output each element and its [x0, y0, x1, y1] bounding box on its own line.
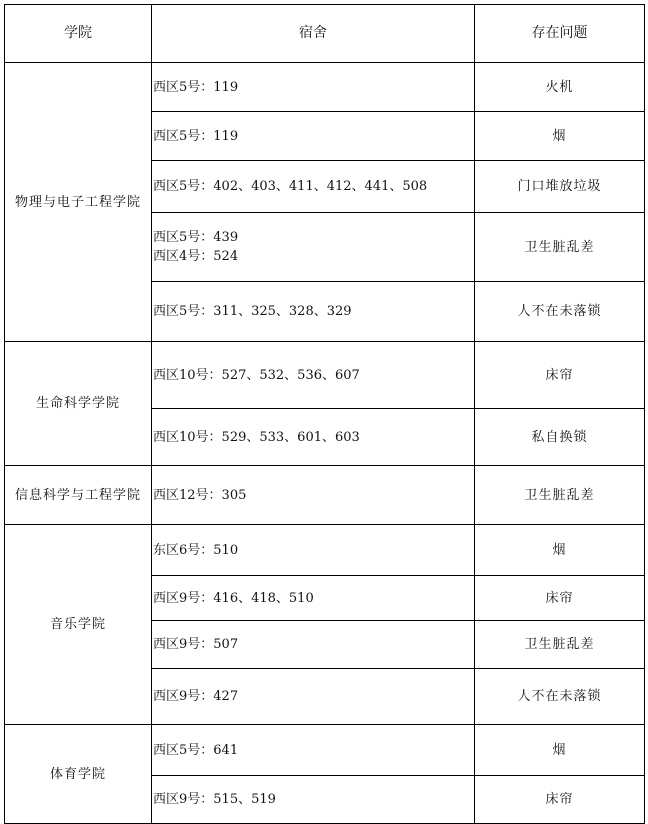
issue-cell: 门口堆放垃圾 — [475, 161, 645, 213]
dorm-cell — [152, 213, 475, 282]
dorm-line: 西区5号：311、325、328、329 — [153, 304, 352, 319]
issue-cell: 卫生脏乱差 — [475, 621, 645, 669]
dorm-line: 西区5号：119 — [153, 79, 239, 95]
header-issue: 存在问题 — [475, 5, 645, 63]
issue-cell: 人不在未落锁 — [475, 282, 645, 342]
college-cell: 物理与电子工程学院 — [5, 63, 152, 342]
dorm-cell — [152, 576, 475, 621]
issue-cell: 床帘 — [475, 776, 645, 824]
header-row — [5, 5, 645, 63]
dorm-line: 西区9号：515、519 — [153, 792, 276, 807]
dorm-line: 西区9号：507 — [153, 637, 239, 652]
issue-cell: 卫生脏乱差 — [475, 466, 645, 525]
issue-cell: 烟 — [475, 725, 645, 776]
dorm-line: 东区6号：510 — [153, 542, 239, 558]
college-cell: 生命科学学院 — [5, 342, 152, 466]
dorm-cell — [152, 112, 475, 161]
dorm-line: 西区5号：119 — [153, 128, 239, 144]
dorm-cell — [152, 282, 475, 342]
dorm-line: 西区10号：527、532、536、607 — [153, 367, 360, 383]
dorm-cell — [152, 409, 475, 466]
issue-cell: 私自换锁 — [475, 409, 645, 466]
table-body — [5, 63, 645, 824]
inspection-table — [4, 4, 645, 824]
dorm-line: 西区4号：524 — [153, 249, 239, 264]
issue-cell: 床帘 — [475, 576, 645, 621]
dorm-cell — [152, 669, 475, 725]
issue-cell: 床帘 — [475, 342, 645, 409]
dorm-cell — [152, 466, 475, 525]
dorm-line: 西区5号：402、403、411、412、441、508 — [153, 179, 428, 194]
table-row — [5, 725, 645, 776]
issue-cell: 烟 — [475, 112, 645, 161]
dorm-cell — [152, 342, 475, 409]
issue-cell: 烟 — [475, 525, 645, 576]
dorm-cell — [152, 525, 475, 576]
dorm-line: 西区10号：529、533、601、603 — [153, 429, 360, 445]
dorm-cell — [152, 63, 475, 112]
dorm-cell — [152, 725, 475, 776]
dorm-line: 西区5号：439 — [153, 230, 239, 245]
dorm-cell — [152, 776, 475, 824]
dorm-line: 西区12号：305 — [153, 487, 247, 503]
dorm-line: 西区9号：427 — [153, 689, 239, 704]
issue-cell: 人不在未落锁 — [475, 669, 645, 725]
table-row — [5, 525, 645, 576]
dorm-line: 西区5号：641 — [153, 742, 239, 758]
issue-cell: 卫生脏乱差 — [475, 213, 645, 282]
college-cell: 音乐学院 — [5, 525, 152, 725]
dorm-line: 西区9号：416、418、510 — [153, 590, 314, 606]
dorm-cell — [152, 161, 475, 213]
header-college: 学院 — [5, 5, 152, 63]
college-cell: 信息科学与工程学院 — [5, 466, 152, 525]
table-row — [5, 342, 645, 409]
dorm-cell — [152, 621, 475, 669]
issue-cell: 火机 — [475, 63, 645, 112]
header-dorm: 宿舍 — [152, 5, 475, 63]
college-cell: 体育学院 — [5, 725, 152, 824]
table-row — [5, 63, 645, 112]
table-row — [5, 466, 645, 525]
